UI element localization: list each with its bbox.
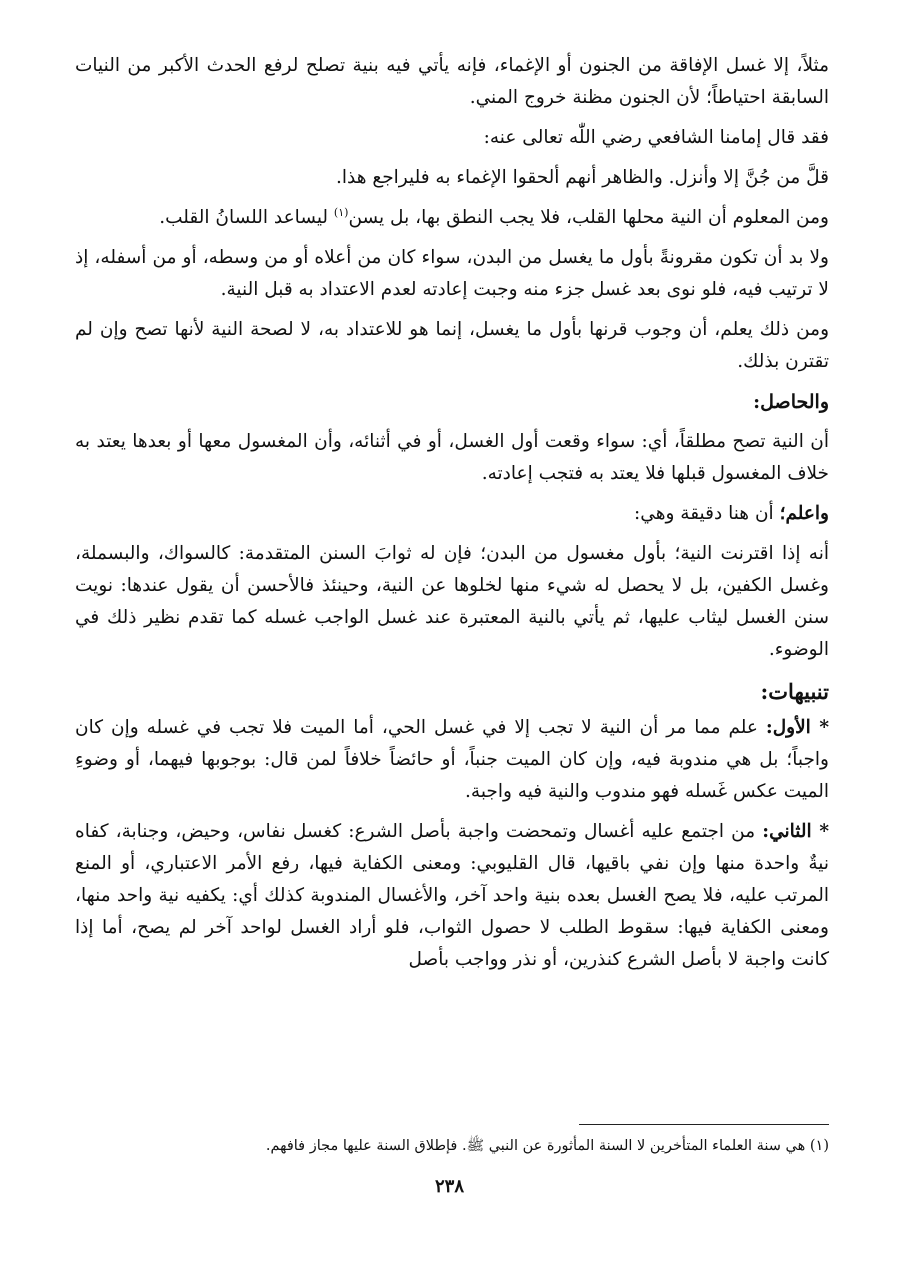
paragraph: ومن ذلك يعلم، أن وجوب قرنها بأول ما يغسل، إنما هو للاعتداد به، لا لصحة النية لأنها تصح وإن لم تقترن بذلك. [75,319,830,372]
paragraph: أن النية تصح مطلقاً، أي: سواء وقعت أول الغسل، أو في أثنائه، وأن المغسول معها أو بعدها يعتد به خلاف المغسول قبلها فلا يعتد به فتجب إعادته. [75,431,829,484]
footnote-divider [579,1124,829,1125]
paragraph [75,712,829,808]
paragraph-text: علم مما مر أن النية لا تجب إلا في غسل الحي، أما الميت فلا تجب في غسله وإن كان واجباً؛ بل هي مندوبة فيه، وإن كان الميت جنباً، أو حائضاً خلافاً لمن قال: بوجوبها فيهما، أو وضوءِ الميت عكس غَسله فهو مندوب والنية فيه واجبة. [75,717,829,802]
paragraph [75,816,829,976]
footnote: (١) هي سنة العلماء المتأخرين لا السنة المأثورة عن النبي ﷺ. فإطلاق السنة عليها مجاز فافهم. [265,1138,829,1154]
paragraph-text: من اجتمع عليه أغسال وتمحضت واجبة بأصل الشرع: كغسل نفاس، وحيض، وجنابة، كفاه نيةٌ واحدة منها وإن نفي باقيها، قال القليوبي: ومعنى الكفاية فيها، رفع الأمر الاعتباري، أو المنع المرتب عليه، فلا يصح الغسل بعده بنية واحد آخر، والأغسال المندوبة كذلك أي: يكفيه نية واحد منها، ومعنى الكفاية فيها: سقوط الطلب لا حصول الثواب، فلو أراد الغسل لواحد آخر لم يصح، أما إذا كانت واجبة لا بأصل الشرع كنذرين، أو نذر وواجب بأصل [75,821,829,970]
paragraph [75,498,829,530]
section-heading: تنبيهات: [760,679,829,704]
footnote-ref: (١) [333,205,349,219]
page-number: ٢٣٨ [434,1176,464,1197]
main-text [75,50,829,984]
section-heading: والحاصل: [753,391,829,413]
note-label: * الأول: [765,717,829,738]
paragraph: أنه إذا اقترنت النية؛ بأول مغسول من البدن؛ فإن له ثوابَ السنن المتقدمة: كالسواك، والبسملة، وغسل الكفين، بل لا يحصل له شيء منها لخلوها عن النية، وحينئذ فالأحسن أن يقول عندها: نويت سنن الغسل ليثاب عليها، ثم يأتي بالنية المعتبرة عند غسل الواجب غسله كما تقدم نظير ذلك في الوضوء. [75,543,829,660]
paragraph: ولا بد أن تكون مقرونةً بأول ما يغسل من البدن، سواء كان من أعلاه أو من وسطه، أو من أسفله، إذ لا ترتيب فيه، فلو نوى بعد غسل جزء منه وجبت إعادته لعدم الاعتداد به قبل النية. [75,247,829,300]
paragraph [75,202,829,234]
paragraph-text: ليساعد اللسانُ القلب. [159,207,334,228]
note-label: * الثاني: [762,821,830,842]
paragraph-text: أن هنا دقيقة وهي: [634,503,780,524]
paragraph: قلَّ من جُنَّ إلا وأنزل. والظاهر أنهم ألحقوا الإغماء به فليراجع هذا. [335,167,829,188]
heading-inline: واعلم؛ [779,503,829,524]
paragraph: فقد قال إمامنا الشافعي رضي اللّٰه تعالى عنه: [483,127,829,148]
paragraph-text: ومن المعلوم أن النية محلها القلب، فلا يجب النطق بها، بل يسن [348,207,829,228]
paragraph: مثلاً، إلا غسل الإفاقة من الجنون أو الإغماء، فإنه يأتي فيه بنية تصلح لرفع الحدث الأكبر من النيات السابقة احتياطاً؛ لأن الجنون مظنة خروج المني. [75,55,829,108]
